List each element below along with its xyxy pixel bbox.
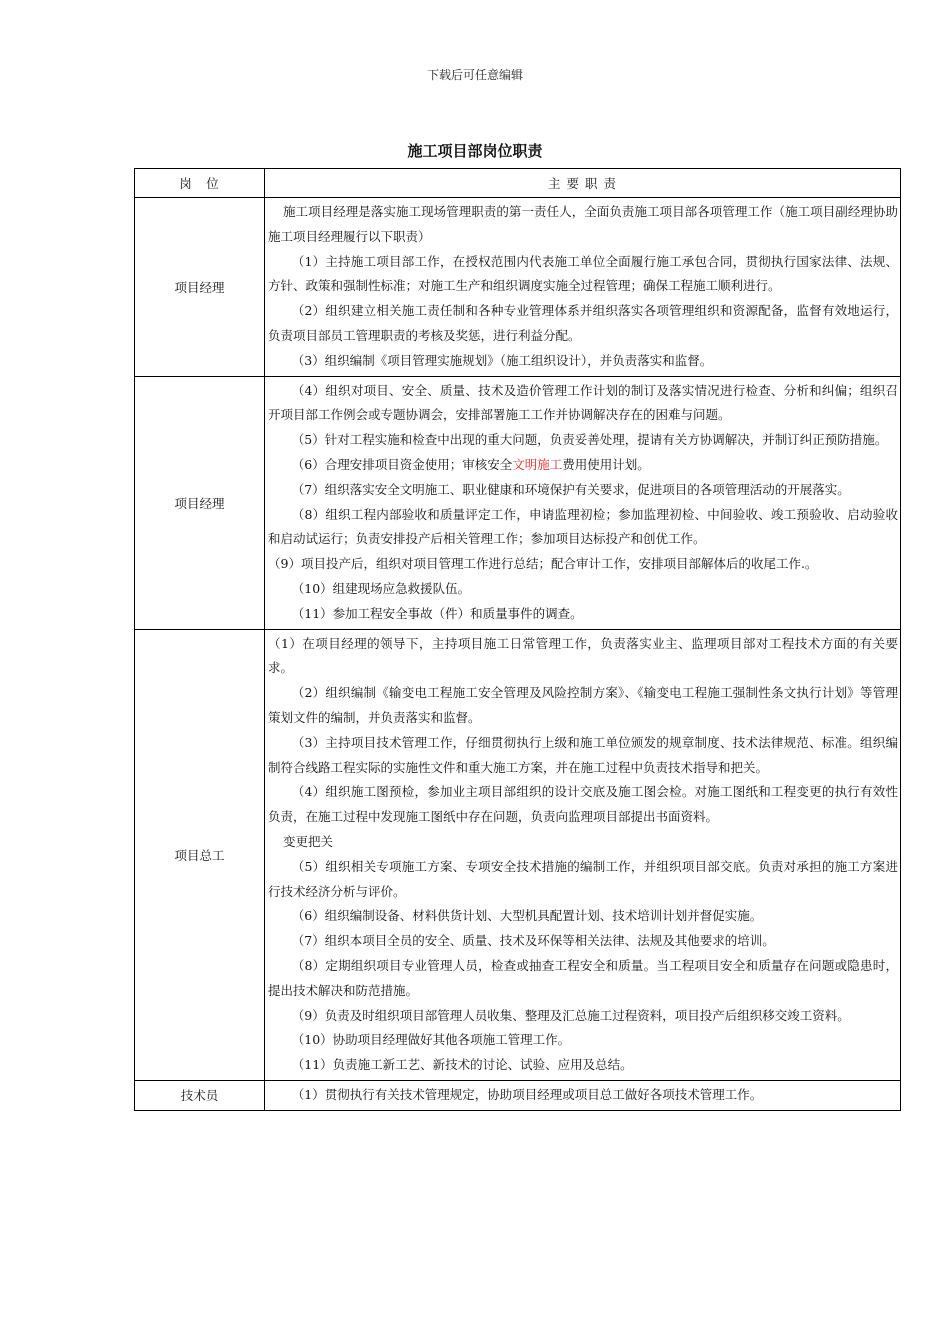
table-row	[135, 629, 901, 1080]
highlighted-term: 文明施工	[512, 456, 563, 472]
duty-item: 变更把关	[283, 833, 334, 849]
post-cell: 技术员	[135, 1080, 265, 1110]
column-header-post: 岗 位	[135, 169, 265, 198]
duty-item: （1）在项目经理的领导下，主持项目施工日常管理工作，负责落实业主、监理项目部对工程技术方面的有关要求。	[268, 635, 898, 676]
duty-cell	[265, 1080, 901, 1110]
document-title: 施工项目部岗位职责	[407, 142, 543, 160]
duty-item: （3）主持项目技术管理工作，仔细贯彻执行上级和施工单位颁发的规章制度、技术法律规范、标准。组织编制符合线路工程实际的实施性文件和重大施工方案，并在施工过程中负责技术指导和把关。	[268, 734, 898, 775]
duty-cell	[265, 629, 901, 1080]
duty-item: （1）贯彻执行有关技术管理规定，协助项目经理或项目总工做好各项技术管理工作。	[291, 1086, 763, 1102]
table-header-row	[135, 169, 901, 198]
duty-item: 施工项目经理是落实施工现场管理职责的第一责任人，全面负责施工项目部各项管理工作（施工项目副经理协助施工项目经理履行以下职责）	[268, 204, 898, 244]
duty-text: （6）合理安排项目资金使用；审核安全	[291, 456, 513, 472]
duty-item: （3）组织编制《项目管理实施规划》（施工组织设计），并负责落实和监督。	[291, 352, 713, 368]
post-cell: 项目经理	[135, 198, 265, 377]
duty-item	[268, 453, 898, 478]
duty-item: （10）组建现场应急救援队伍。	[291, 580, 471, 596]
duty-item: （7）组织落实安全文明施工、职业健康和环境保护有关要求，促进项目的各项管理活动的开展落实。	[291, 481, 850, 497]
duty-item: （6）组织编制设备、材料供货计划、大型机具配置计划、技术培训计划并督促实施。	[291, 908, 763, 924]
table-row	[135, 376, 901, 629]
post-cell: 项目总工	[135, 629, 265, 1080]
duty-item: （5）针对工程实施和检查中出现的重大问题，负责妥善处理，提请有关方协调解决，并制订纠正预防措施。	[291, 432, 888, 448]
duty-item: （2）组织编制《输变电工程施工安全管理及风险控制方案》、《输变电工程施工强制性条文执行计划》等管理策划文件的编制，并负责落实和监督。	[268, 685, 898, 725]
table-row	[135, 198, 901, 377]
duty-item: （8）组织工程内部验收和质量评定工作，申请监理初检；参加监理初检、中间验收、竣工预验收、启动验收和启动试运行；负责安排投产后相关管理工作；参加项目达标投产和创优工作。	[268, 506, 898, 547]
duty-item: （1）主持施工项目部工作，在授权范围内代表施工单位全面履行施工承包合同，贯彻执行国家法律、法规、方针、政策和强制性标准；对施工生产和组织调度实施全过程管理；确保工程施工顺利进行。	[268, 253, 898, 294]
duty-item: （9）项目投产后，组织对项目管理工作进行总结；配合审计工作，安排项目部解体后的收尾工作.。	[268, 556, 818, 572]
duty-item: （11）负责施工新工艺、新技术的讨论、试验、应用及总结。	[291, 1057, 633, 1073]
duty-text: 费用使用计划。	[562, 456, 650, 472]
header-note: 下载后可任意编辑	[426, 68, 523, 82]
duty-item: （10）协助项目经理做好其他各项施工管理工作。	[291, 1032, 571, 1048]
table-row	[135, 1080, 901, 1110]
duty-item: （2）组织建立相关施工责任制和各种专业管理体系并组织落实各项管理组织和资源配备，监督有效地运行，负责项目部员工管理职责的考核及奖惩，进行利益分配。	[268, 303, 898, 343]
post-cell: 项目经理	[135, 376, 265, 629]
duty-cell	[265, 376, 901, 629]
duty-item: （11）参加工程安全事故（件）和质量事件的调查。	[291, 605, 583, 621]
duty-cell	[265, 198, 901, 377]
duty-item: （4）组织对项目、安全、质量、技术及造价管理工作计划的制订及落实情况进行检查、分析和纠偏；组织召开项目部工作例会或专题协调会，安排部署施工工作并协调解决存在的困难与问题。	[268, 382, 898, 423]
duty-item: （7）组织本项目全员的安全、质量、技术及环保等相关法律、法规及其他要求的培训。	[291, 933, 775, 949]
duty-item: （5）组织相关专项施工方案、专项安全技术措施的编制工作，并组织项目部交底。负责对承担的施工方案进行技术经济分析与评价。	[268, 858, 898, 899]
duty-item: （4）组织施工图预检，参加业主项目部组织的设计交底及施工图会检。对施工图纸和工程变更的执行有效性负责，在施工过程中发现施工图纸中存在问题，负责向监理项目部提出书面资料。	[268, 784, 898, 825]
duty-item: （9）负责及时组织项目部管理人员收集、整理及汇总施工过程资料，项目投产后组织移交竣工资料。	[291, 1007, 850, 1023]
column-header-duty: 主 要 职 责	[265, 169, 901, 198]
duty-item: （8）定期组织项目专业管理人员，检查或抽查工程安全和质量。当工程项目安全和质量存在问题或隐患时，提出技术解决和防范措施。	[268, 957, 898, 998]
duties-table	[134, 168, 901, 1111]
